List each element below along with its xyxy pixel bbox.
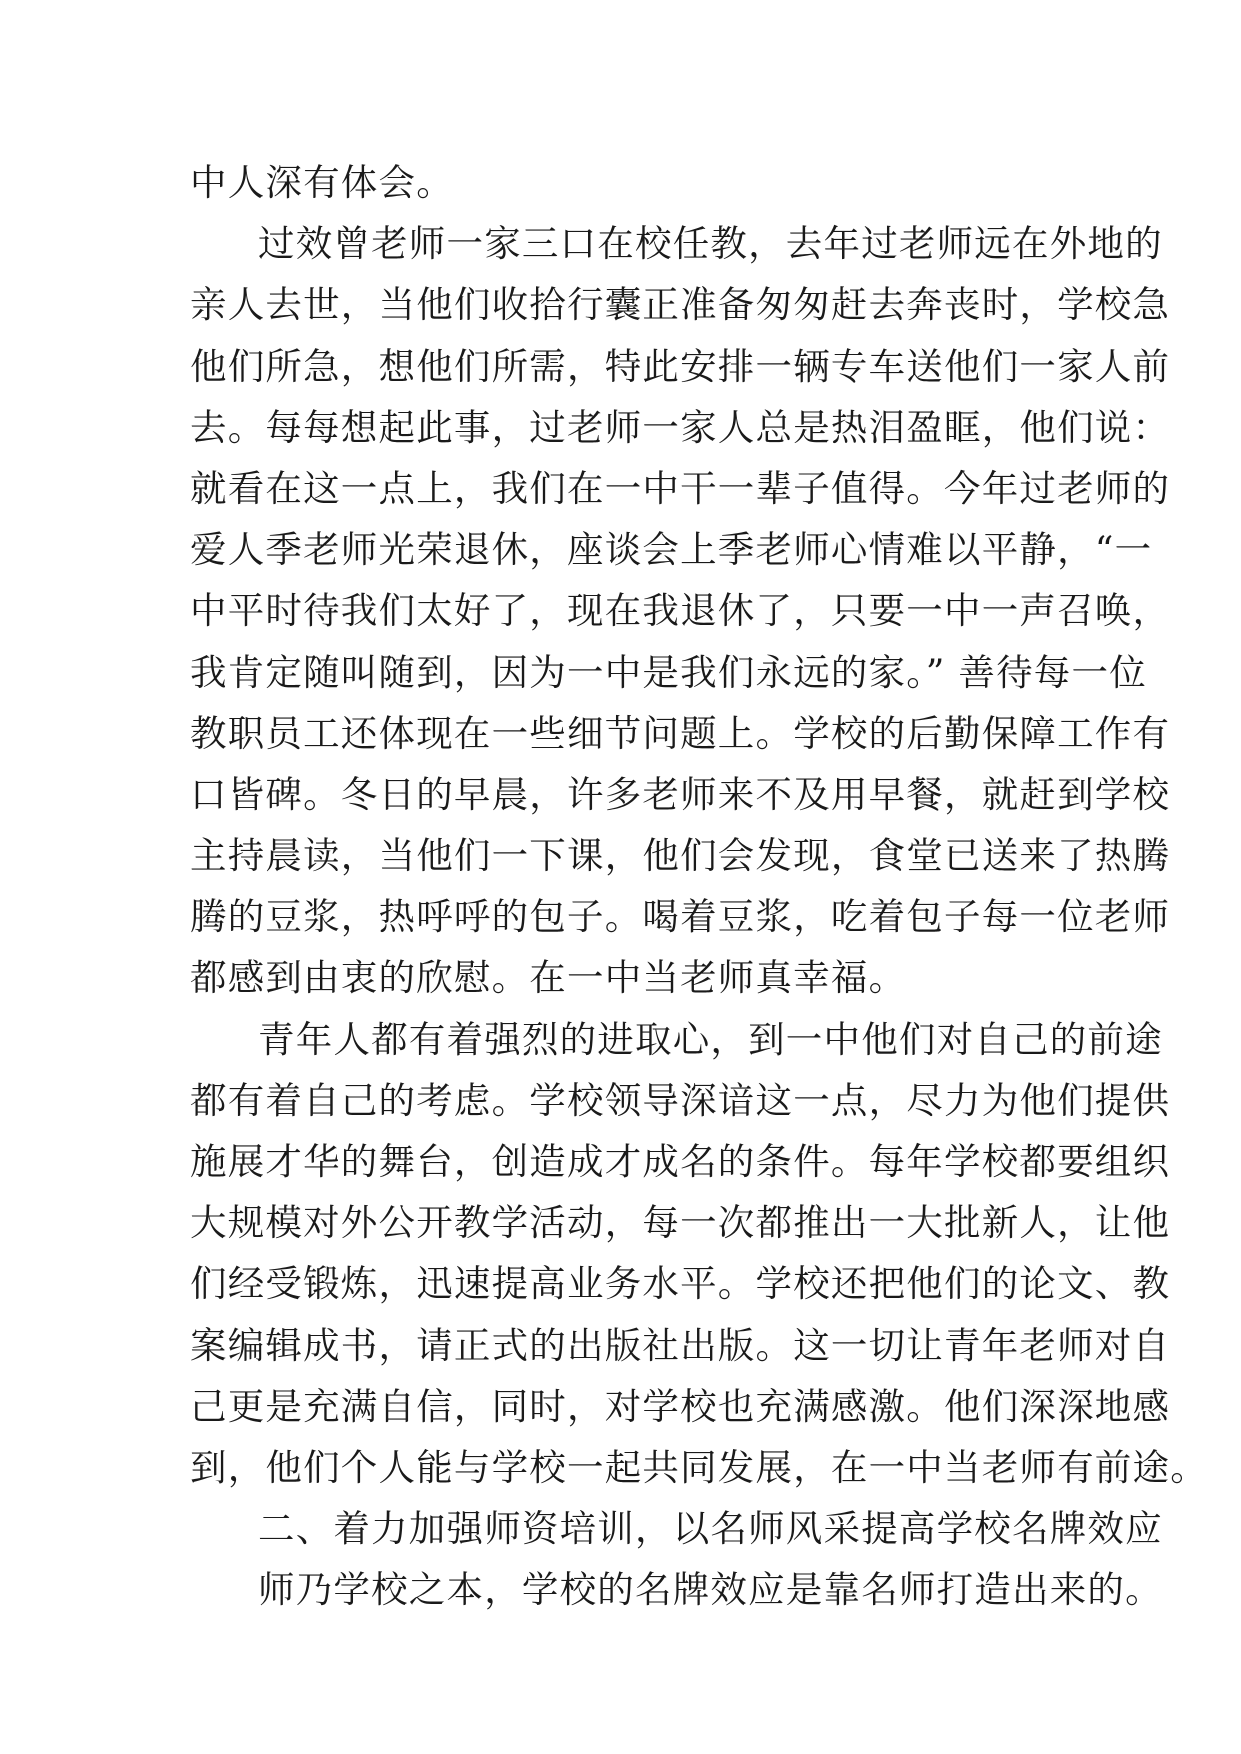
paragraph-line: 亲人去世，当他们收拾行囊正准备匆匆赶去奔丧时，学校急 [190, 283, 1171, 327]
paragraph-line: 大规模对外公开教学活动，每一次都推出一大批新人，让他 [190, 1201, 1171, 1245]
document-body [190, 152, 1208, 1621]
paragraph-line: 过效曾老师一家三口在校任教，去年过老师远在外地的 [258, 222, 1163, 266]
paragraph-line: 到，他们个人能与学校一起共同发展，在一中当老师有前途。 [190, 1445, 1208, 1489]
paragraph-line: 教职员工还体现在一些细节问题上。学校的后勤保障工作有 [190, 711, 1171, 755]
paragraph-line: 我肯定随叫随到，因为一中是我们永远的家。” 善待每一位 [190, 650, 1147, 694]
paragraph-line: 都感到由衷的欣慰。在一中当老师真幸福。 [190, 956, 907, 1000]
paragraph-line: 青年人都有着强烈的进取心，到一中他们对自己的前途 [258, 1017, 1163, 1061]
paragraph-line: 们经受锻炼，迅速提高业务水平。学校还把他们的论文、教 [190, 1262, 1171, 1306]
paragraph-line: 案编辑成书，请正式的出版社出版。这一切让青年老师对自 [190, 1323, 1171, 1367]
paragraph-line: 去。每每想起此事，过老师一家人总是热泪盈眶，他们说： [190, 405, 1171, 449]
section-heading: 二、着力加强师资培训，以名师风采提高学校名牌效应 [258, 1507, 1163, 1551]
paragraph-line: 己更是充满自信，同时，对学校也充满感激。他们深深地感 [190, 1384, 1171, 1428]
paragraph-line: 中平时待我们太好了，现在我退休了，只要一中一声召唤， [190, 589, 1171, 633]
paragraph-line: 主持晨读，当他们一下课，他们会发现，食堂已送来了热腾 [190, 834, 1171, 878]
paragraph-line: 爱人季老师光荣退休，座谈会上季老师心情难以平静，“一 [190, 528, 1153, 572]
paragraph-line: 就看在这一点上，我们在一中干一辈子值得。今年过老师的 [190, 466, 1171, 510]
paragraph-line: 口皆碑。冬日的早晨，许多老师来不及用早餐，就赶到学校 [190, 772, 1171, 816]
paragraph-line: 施展才华的舞台，创造成才成名的条件。每年学校都要组织 [190, 1140, 1171, 1183]
paragraph-line: 都有着自己的考虑。学校领导深谙这一点，尽力为他们提供 [190, 1078, 1171, 1122]
paragraph-line: 他们所急，想他们所需，特此安排一辆专车送他们一家人前 [190, 344, 1171, 388]
paragraph-line: 中人深有体会。 [190, 161, 454, 204]
paragraph-line: 师乃学校之本，学校的名牌效应是靠名师打造出来的。 [258, 1568, 1163, 1612]
paragraph-line: 腾的豆浆，热呼呼的包子。喝着豆浆，吃着包子每一位老师 [190, 895, 1171, 939]
